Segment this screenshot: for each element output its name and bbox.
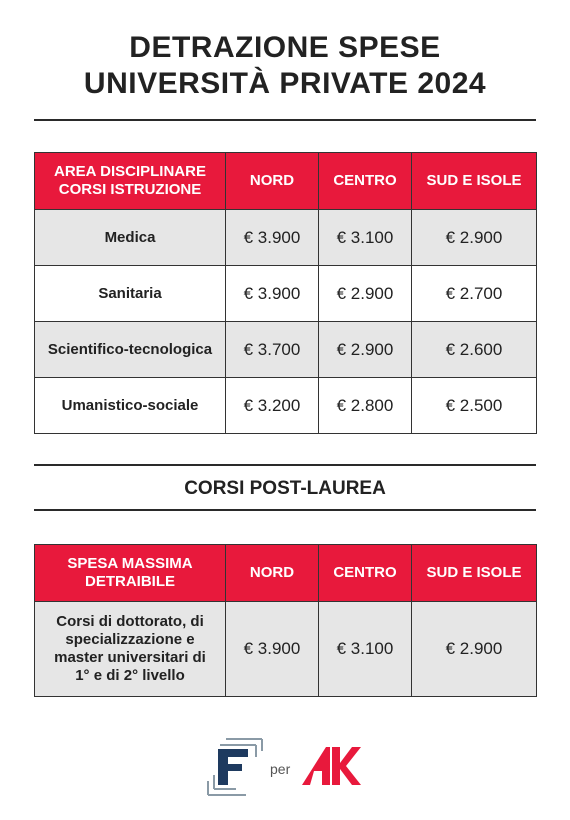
header-nord: NORD [226, 153, 319, 210]
table-row [35, 322, 537, 378]
nord-cell: € 3.900 [226, 210, 319, 266]
area-cell: Scientifico-tecnologica [35, 322, 226, 378]
area-cell: Sanitaria [35, 266, 226, 322]
header-area: AREA DISCIPLINARE CORSI ISTRUZIONE [35, 153, 226, 210]
nord-cell: € 3.900 [226, 602, 319, 697]
header-sud: SUD E ISOLE [412, 545, 537, 602]
table-header-row [35, 545, 537, 602]
title-line-1: DETRAZIONE SPESE [129, 31, 441, 64]
footer-logos [0, 735, 570, 800]
divider-top [34, 119, 536, 121]
table-row [35, 602, 537, 697]
post-laurea-table [34, 544, 537, 697]
nord-cell: € 3.700 [226, 322, 319, 378]
table-row [35, 378, 537, 434]
title-line-2: UNIVERSITÀ PRIVATE 2024 [83, 67, 487, 100]
table-row [35, 266, 537, 322]
per-connector: per [270, 761, 291, 777]
section-title-post-laurea: CORSI POST-LAUREA [184, 478, 386, 499]
area-cell: Medica [35, 210, 226, 266]
description-cell: Corsi di dottorato, di specializzazione e master universitari di 1° e di 2° livello [35, 602, 226, 697]
table-row [35, 210, 537, 266]
divider-post-laurea-top [34, 464, 536, 466]
centro-cell: € 2.900 [319, 322, 412, 378]
f-logo [206, 735, 266, 797]
header-nord: NORD [226, 545, 319, 602]
nord-cell: € 3.200 [226, 378, 319, 434]
page-title [0, 30, 570, 102]
sud-cell: € 2.900 [412, 210, 537, 266]
university-deduction-table [34, 152, 537, 434]
header-sud: SUD E ISOLE [412, 153, 537, 210]
divider-post-laurea-bottom [34, 509, 536, 511]
header-centro: CENTRO [319, 545, 412, 602]
table-header-row [35, 153, 537, 210]
header-centro: CENTRO [319, 153, 412, 210]
area-cell: Umanistico-sociale [35, 378, 226, 434]
sud-cell: € 2.700 [412, 266, 537, 322]
centro-cell: € 3.100 [319, 602, 412, 697]
sud-cell: € 2.900 [412, 602, 537, 697]
centro-cell: € 2.800 [319, 378, 412, 434]
centro-cell: € 2.900 [319, 266, 412, 322]
nord-cell: € 3.900 [226, 266, 319, 322]
header-spesa: SPESA MASSIMA DETRAIBILE [35, 545, 226, 602]
ak-logo [300, 745, 362, 787]
sud-cell: € 2.500 [412, 378, 537, 434]
sud-cell: € 2.600 [412, 322, 537, 378]
centro-cell: € 3.100 [319, 210, 412, 266]
